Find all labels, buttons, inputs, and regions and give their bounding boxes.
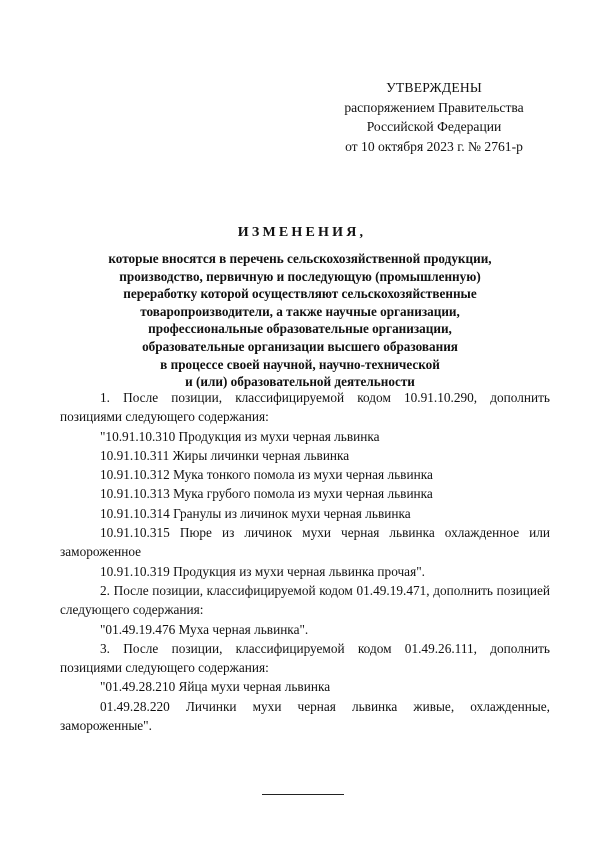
subtitle-line: которые вносятся в перечень сельскохозяйственной продукции, [108, 251, 492, 266]
paragraph-item-2: 2. После позиции, классифицируемой кодом 01.49.19.471, дополнить позицией следующего содержания: [60, 582, 550, 618]
approval-line-2: Российской Федерации [366, 119, 502, 134]
approval-block [300, 78, 568, 156]
paragraph-item-1: 1. После позиции, классифицируемой кодом 10.91.10.290, дополнить позициями следующего содержания: [60, 390, 550, 425]
code-line: 10.91.10.313 Мука грубого помола из мухи черная львинка [100, 486, 433, 502]
approval-line-3: от 10 октября 2023 г. № 2761-р [345, 138, 523, 154]
document-title: ИЗМЕНЕНИЯ, [237, 225, 367, 240]
subtitle-line: переработку которой осуществляют сельскохозяйственные [123, 286, 477, 302]
code-line: "10.91.10.310 Продукция из мухи черная львинка [100, 428, 380, 444]
subtitle-line: профессиональные образовательные организации, [148, 321, 452, 337]
subtitle-line: в процессе своей научной, научно-технической [160, 356, 440, 372]
subtitle-line: образовательные организации высшего образования [142, 338, 458, 354]
code-line: 10.91.10.315 Пюре из личинок мухи черная львинка охлажденное или замороженное [60, 525, 550, 560]
code-line: 01.49.28.220 Личинки мухи черная львинка живые, охлажденные, замороженные". [60, 698, 550, 734]
document-body [60, 388, 550, 735]
code-line: 10.91.10.312 Мука тонкого помола из мухи черная львинка [100, 467, 433, 483]
document-subtitle [60, 250, 540, 391]
code-line: "01.49.19.476 Муха черная львинка". [100, 621, 309, 637]
subtitle-line: товаропроизводители, а также научные организации, [140, 303, 460, 319]
approval-heading: УТВЕРЖДЕНЫ [386, 80, 482, 95]
subtitle-line: и (или) образовательной деятельности [185, 374, 415, 390]
approval-line-1: распоряжением Правительства [344, 99, 524, 115]
code-line: 10.91.10.314 Гранулы из личинок мухи черная львинка [100, 505, 411, 521]
code-line: "01.49.28.210 Яйца мухи черная львинка [100, 679, 331, 695]
code-line: 10.91.10.319 Продукция из мухи черная львинка прочая". [100, 563, 425, 579]
separator-line [262, 794, 344, 795]
subtitle-line: производство, первичную и последующую (промышленную) [119, 268, 481, 284]
paragraph-item-3: 3. После позиции, классифицируемой кодом 01.49.26.111, дополнить позициями следующего содержания: [60, 640, 550, 676]
code-line: 10.91.10.311 Жиры личинки черная львинка [100, 447, 350, 463]
